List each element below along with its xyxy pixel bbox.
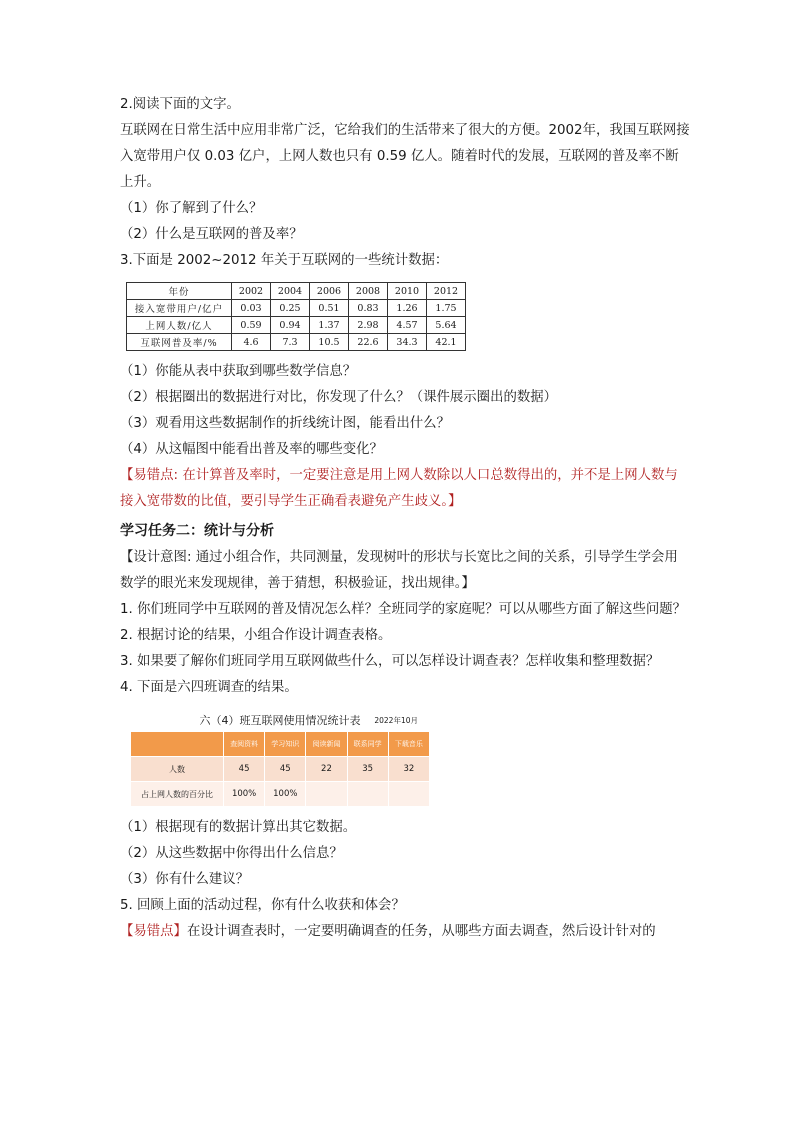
item-2: 2. 根据讨论的结果，小组合作设计调查表格。 <box>120 628 392 643</box>
table-cell: 1.75 <box>427 300 466 317</box>
table-cell: 1.37 <box>310 317 349 334</box>
error-prone-note: 【易错点: 在计算普及率时，一定要注意是用上网人数除以人口总数得出的，并不是上网人数与接入宽带数的比值，要引导学生正确看表避免产生歧义。】 <box>120 468 678 509</box>
question-1: （1）你了解到了什么？ <box>120 201 263 216</box>
row-label: 人数 <box>131 757 224 782</box>
table-cell: 0.83 <box>349 300 388 317</box>
table-cell: 4.57 <box>388 317 427 334</box>
table-cell: 22 <box>306 757 347 782</box>
table-row <box>127 334 466 351</box>
survey-table-title-text: 六（4）班互联网使用情况统计表 <box>199 714 361 727</box>
table-cell: 35 <box>347 757 388 782</box>
document-page <box>120 92 690 945</box>
table-cell: 0.25 <box>271 300 310 317</box>
table-row <box>131 757 430 782</box>
year-cell: 2012 <box>427 283 466 300</box>
year-cell: 2008 <box>349 283 388 300</box>
internet-stats-table <box>126 282 466 351</box>
class-survey-table <box>130 731 430 807</box>
table-header-year: 年份 <box>127 283 232 300</box>
question-2: （2）从这些数据中你得出什么信息？ <box>120 846 343 861</box>
survey-table-title <box>130 711 430 731</box>
table-cell: 2.98 <box>349 317 388 334</box>
table-cell: 0.51 <box>310 300 349 317</box>
table-cell: 22.6 <box>349 334 388 351</box>
item-4: 4. 下面是六四班调查的结果。 <box>120 680 298 695</box>
last-note-text: 在设计调查表时，一定要明确调查的任务，从哪些方面去调查，然后设计针对的 <box>186 924 656 939</box>
question-3: （3）你有什么建议？ <box>120 872 250 887</box>
class-survey-table-wrap <box>130 711 430 807</box>
reading-paragraph: 互联网在日常生活中应用非常广泛，它给我们的生活带来了很大的方便。2002年，我国互联网接入宽带用户仅 0.03 亿户，上网人数也只有 0.59 亿人。随着时代的发展，互联网的普及率不断上升。 <box>120 123 690 190</box>
table-cell: 32 <box>388 757 429 782</box>
table-cell: 0.59 <box>232 317 271 334</box>
header-cell: 查阅资料 <box>224 732 265 757</box>
table-cell: 100% <box>224 782 265 807</box>
item-3: 3. 如果要了解你们班同学用互联网做些什么，可以怎样设计调查表？怎样收集和整理数据？ <box>120 654 660 669</box>
question-1: （1）根据现有的数据计算出其它数据。 <box>120 820 357 835</box>
table-row <box>127 300 466 317</box>
section-3-title: 3.下面是 2002~2012 年关于互联网的一些统计数据： <box>120 253 449 268</box>
survey-table-date: 2022年10月 <box>374 716 418 725</box>
table-row <box>127 317 466 334</box>
table-cell: 34.3 <box>388 334 427 351</box>
table-cell: 5.64 <box>427 317 466 334</box>
table-cell: 100% <box>265 782 306 807</box>
table-cell: 1.26 <box>388 300 427 317</box>
question-2: （2）根据圈出的数据进行对比，你发现了什么？（课件展示圈出的数据） <box>120 390 558 405</box>
last-note <box>120 919 690 945</box>
header-cell: 学习知识 <box>265 732 306 757</box>
row-label: 占上网人数的百分比 <box>131 782 224 807</box>
year-cell: 2010 <box>388 283 427 300</box>
table-cell: 0.03 <box>232 300 271 317</box>
task-2-heading: 学习任务二：统计与分析 <box>120 523 274 539</box>
table-cell: 4.6 <box>232 334 271 351</box>
section-2-title: 2.阅读下面的文字。 <box>120 97 240 112</box>
row-label: 互联网普及率/% <box>127 334 232 351</box>
item-5: 5. 回顾上面的活动过程，你有什么收获和体会？ <box>120 898 405 913</box>
header-cell: 下载音乐 <box>388 732 429 757</box>
question-3: （3）观看用这些数据制作的折线统计图，能看出什么？ <box>120 416 450 431</box>
table-cell: 42.1 <box>427 334 466 351</box>
table-cell <box>388 782 429 807</box>
header-cell: 阅读新闻 <box>306 732 347 757</box>
table-cell: 45 <box>265 757 306 782</box>
question-2: （2）什么是互联网的普及率？ <box>120 227 303 242</box>
question-1: （1）你能从表中获取到哪些数学信息？ <box>120 364 357 379</box>
item-1: 1. 你们班同学中互联网的普及情况怎么样？全班同学的家庭呢？可以从哪些方面了解这些问题？ <box>120 602 687 617</box>
year-cell: 2002 <box>232 283 271 300</box>
header-cell: 联系同学 <box>347 732 388 757</box>
question-4: （4）从这幅图中能看出普及率的哪些变化？ <box>120 442 383 457</box>
table-cell: 45 <box>224 757 265 782</box>
row-label: 接入宽带用户/亿户 <box>127 300 232 317</box>
table-cell <box>306 782 347 807</box>
table-cell: 7.3 <box>271 334 310 351</box>
design-intent: 【设计意图: 通过小组合作，共同测量，发现树叶的形状与长宽比之间的关系，引导学生学会用数学的眼光来发现规律，善于猜想，积极验证，找出规律。】 <box>120 550 678 591</box>
header-cell <box>131 732 224 757</box>
table-header-row <box>131 732 430 757</box>
table-cell: 10.5 <box>310 334 349 351</box>
year-cell: 2006 <box>310 283 349 300</box>
row-label: 上网人数/亿人 <box>127 317 232 334</box>
table-cell <box>347 782 388 807</box>
internet-stats-table-wrap <box>126 282 690 351</box>
table-cell: 0.94 <box>271 317 310 334</box>
table-row <box>131 782 430 807</box>
year-cell: 2004 <box>271 283 310 300</box>
last-note-tag: 【易错点】 <box>120 924 187 939</box>
